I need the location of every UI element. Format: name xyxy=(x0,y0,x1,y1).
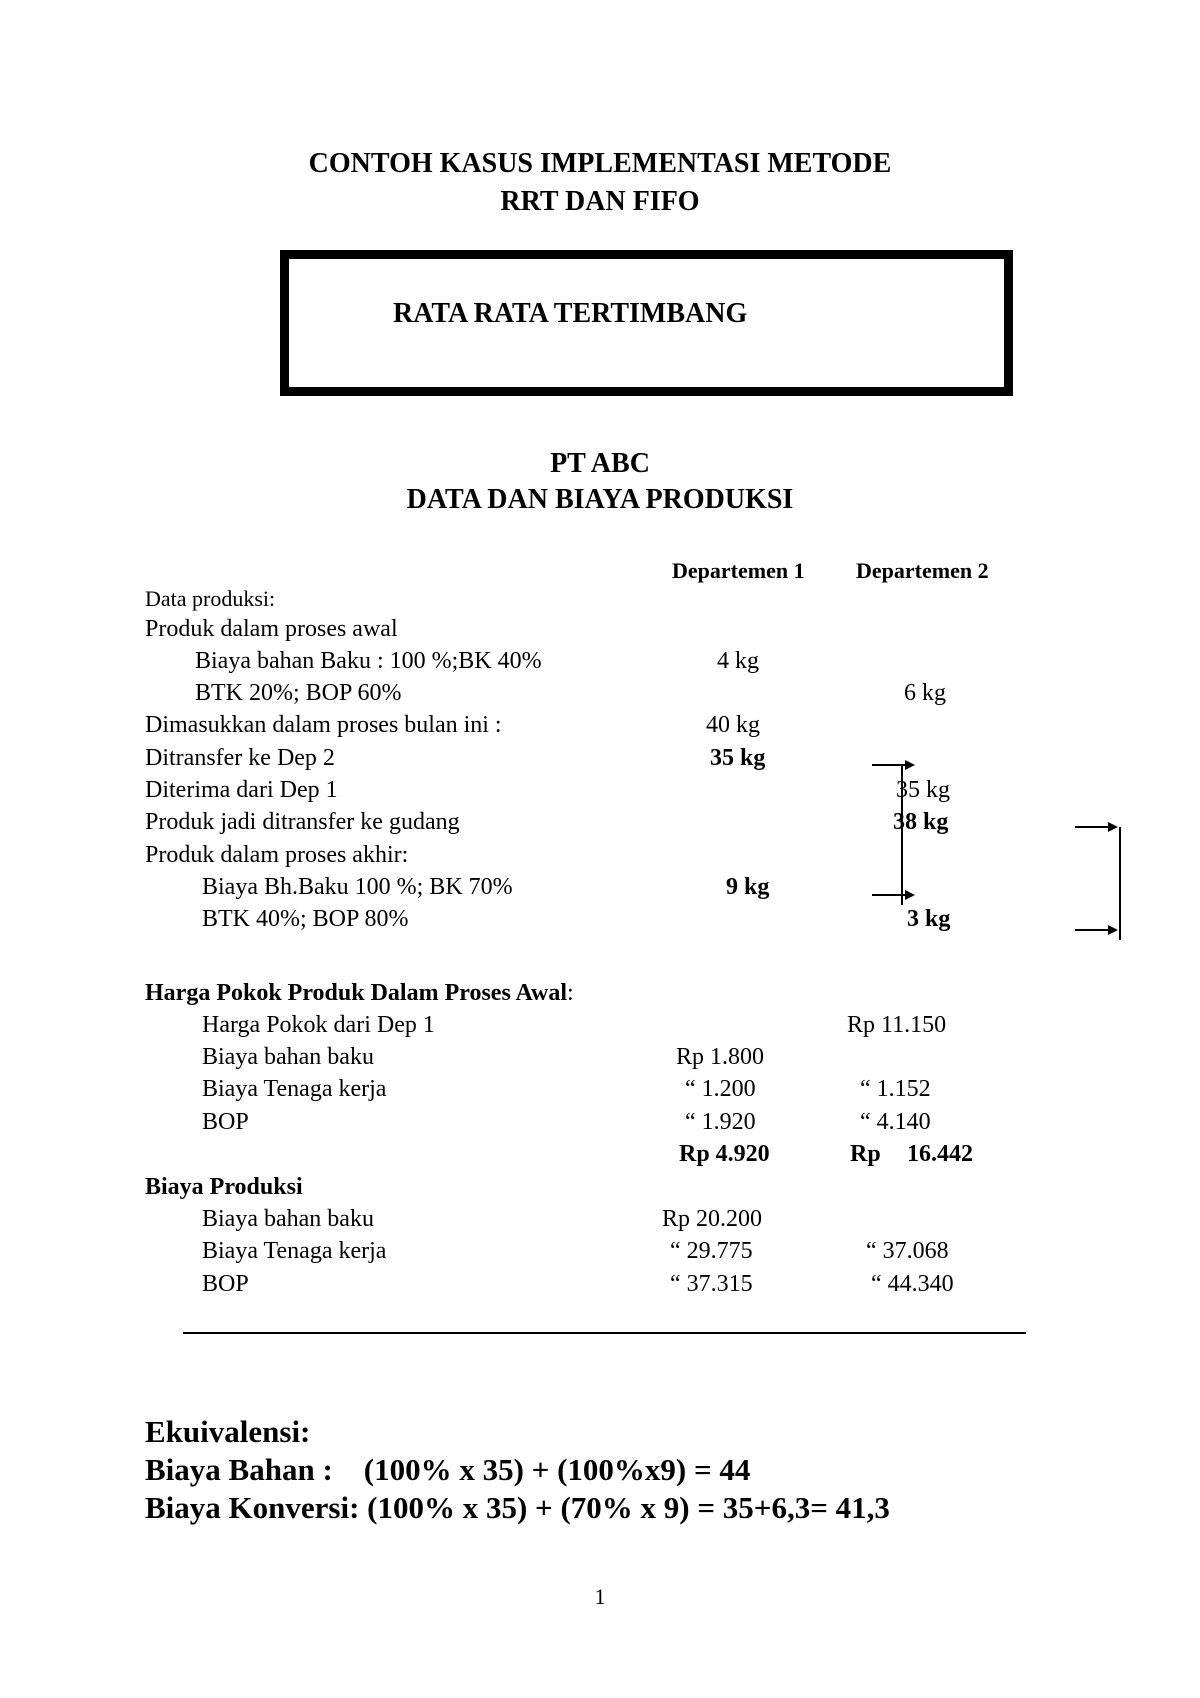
company-subtitle: DATA DAN BIAYA PRODUKSI xyxy=(406,484,794,515)
transfer-label: Ditransfer ke Dep 2 xyxy=(145,745,335,771)
production-heading: Data produksi: xyxy=(145,586,276,611)
horizontal-rule xyxy=(183,1332,1026,1334)
equivalence-heading: Ekuivalensi: xyxy=(145,1414,311,1449)
wip-cost-heading-wrap xyxy=(145,980,574,1007)
overhead-label: BOP xyxy=(202,1271,249,1297)
overhead-dep1-value: “ 37.315 xyxy=(670,1271,753,1297)
title-line-1: CONTOH KASUS IMPLEMENTASI METODE xyxy=(308,148,892,179)
column-header-dep1: Departemen 1 xyxy=(672,558,805,583)
method-box-label: RATA RATA TERTIMBANG xyxy=(393,298,748,329)
wip-overhead-dep1-value: “ 1.920 xyxy=(685,1109,756,1135)
finished-flow-arrows xyxy=(1070,815,1130,945)
transfer-dep1-value: 35 kg xyxy=(710,745,766,771)
wip-total-dep1-value: Rp 4.920 xyxy=(679,1141,770,1167)
wip-end-dep2-value: 3 kg xyxy=(907,906,951,932)
transfer-flow-arrows xyxy=(860,750,1060,950)
wip-begin-dep2-value: 6 kg xyxy=(904,680,946,706)
wip-end-detail-1: Biaya Bh.Baku 100 %; BK 70% xyxy=(202,874,513,900)
labor-label: Biaya Tenaga kerja xyxy=(202,1238,387,1264)
overhead-dep2-value: “ 44.340 xyxy=(871,1271,954,1297)
column-header-dep2: Departemen 2 xyxy=(856,558,989,583)
wip-begin-detail-2: BTK 20%; BOP 60% xyxy=(195,680,402,706)
company-name: PT ABC xyxy=(550,448,650,479)
input-dep1-value: 40 kg xyxy=(706,712,760,738)
wip-end-dep1-value: 9 kg xyxy=(726,874,770,900)
material-dep1-value: Rp 20.200 xyxy=(662,1206,763,1232)
material-label: Biaya bahan baku xyxy=(202,1206,374,1232)
labor-dep1-value: “ 29.775 xyxy=(670,1238,753,1264)
from-dep1-label: Harga Pokok dari Dep 1 xyxy=(202,1012,435,1038)
wip-labor-dep2-value: “ 1.152 xyxy=(860,1076,931,1102)
received-dep2-value: 35 kg xyxy=(896,777,950,803)
wip-total-dep2-rp: Rp xyxy=(850,1141,881,1167)
wip-labor-label: Biaya Tenaga kerja xyxy=(202,1076,387,1102)
equivalence-material: Biaya Bahan : (100% x 35) + (100%x9) = 44 xyxy=(145,1452,751,1487)
equivalence-conversion: Biaya Konversi: (100% x 35) + (70% x 9) = 35+6,3= 41,3 xyxy=(145,1490,890,1525)
wip-begin-detail-1: Biaya bahan Baku : 100 %;BK 40% xyxy=(195,648,542,674)
from-dep1-dep2-value: Rp 11.150 xyxy=(847,1012,947,1038)
wip-labor-dep1-value: “ 1.200 xyxy=(685,1076,756,1102)
labor-dep2-value: “ 37.068 xyxy=(866,1238,949,1264)
wip-cost-heading-colon: : xyxy=(567,980,574,1006)
received-label: Diterima dari Dep 1 xyxy=(145,777,338,803)
wip-cost-heading: Harga Pokok Produk Dalam Proses Awal xyxy=(145,980,568,1006)
finished-label: Produk jadi ditransfer ke gudang xyxy=(145,809,460,835)
wip-end-label: Produk dalam proses akhir: xyxy=(145,842,409,868)
wip-material-dep1-value: Rp 1.800 xyxy=(676,1044,765,1070)
wip-end-detail-2: BTK 40%; BOP 80% xyxy=(202,906,409,932)
page-number: 1 xyxy=(594,1584,606,1609)
wip-material-label: Biaya bahan baku xyxy=(202,1044,374,1070)
wip-begin-label: Produk dalam proses awal xyxy=(145,616,398,642)
finished-dep2-value: 38 kg xyxy=(893,809,949,835)
wip-begin-dep1-value: 4 kg xyxy=(717,648,759,674)
wip-overhead-dep2-value: “ 4.140 xyxy=(860,1109,931,1135)
production-cost-heading: Biaya Produksi xyxy=(145,1174,303,1200)
title-line-2: RRT DAN FIFO xyxy=(500,186,700,217)
wip-total-dep2-value: 16.442 xyxy=(907,1141,973,1167)
input-label: Dimasukkan dalam proses bulan ini : xyxy=(145,712,502,738)
wip-overhead-label: BOP xyxy=(202,1109,249,1135)
